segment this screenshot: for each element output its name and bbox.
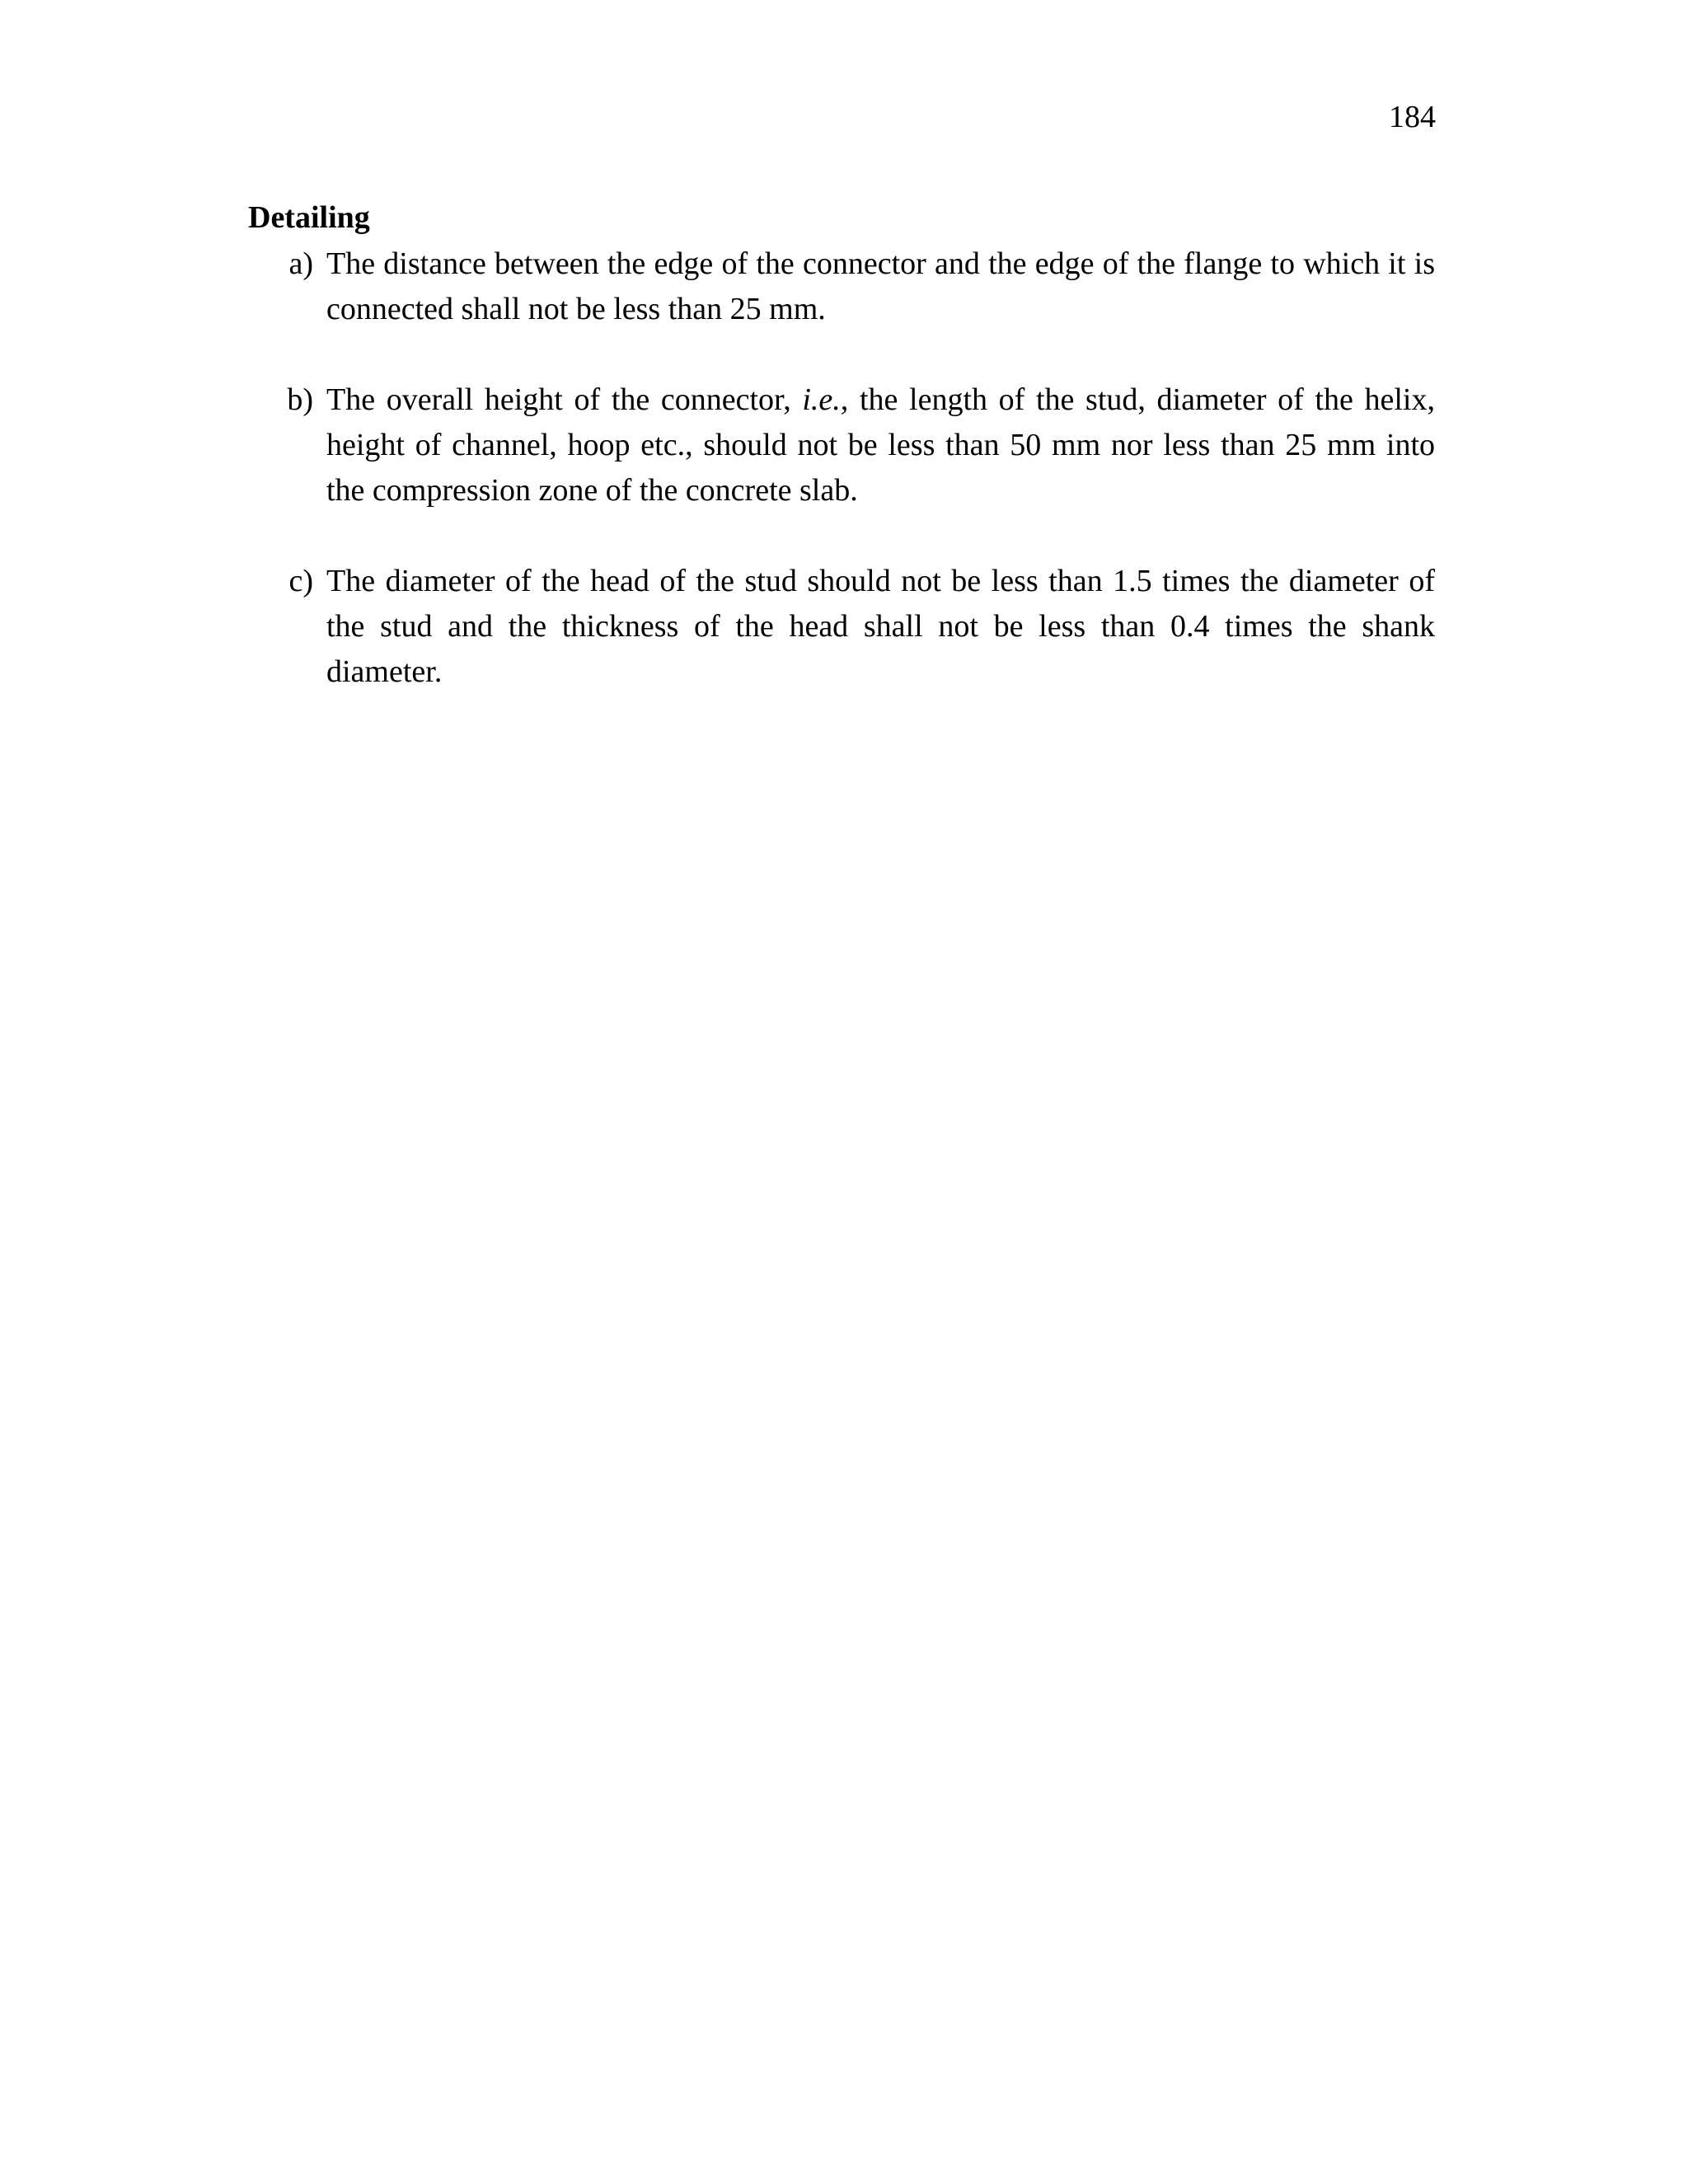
list-item-marker: b) bbox=[287, 382, 313, 417]
list-item-text-part: The overall height of the connector, bbox=[326, 382, 803, 417]
italic-abbreviation: i.e., bbox=[802, 382, 849, 417]
list-item-text: The diameter of the head of the stud should not be less than 1.5 times the diameter of the stud and the thickness of the head shall not be less than 0.4 times the shank diameter. bbox=[326, 564, 1435, 689]
list-item-marker: c) bbox=[288, 564, 313, 598]
list-item-text-part: the length of the stud, diameter of the helix, height of channel, hoop etc., should not be less than 50 mm nor less than 25 mm into the compression zone of the concrete slab. bbox=[326, 382, 1435, 508]
list-item bbox=[248, 377, 1435, 513]
document-body bbox=[248, 197, 1435, 740]
list-item bbox=[248, 559, 1435, 695]
list-item-text bbox=[326, 377, 1435, 513]
page-number: 184 bbox=[1389, 100, 1436, 134]
list-item bbox=[248, 241, 1435, 332]
list-item-text: The distance between the edge of the connector and the edge of the flange to which it is connected shall not be less than 25 mm. bbox=[326, 246, 1435, 326]
list-item-marker: a) bbox=[288, 246, 313, 281]
section-heading: Detailing bbox=[248, 200, 370, 235]
detailing-list bbox=[248, 241, 1435, 695]
